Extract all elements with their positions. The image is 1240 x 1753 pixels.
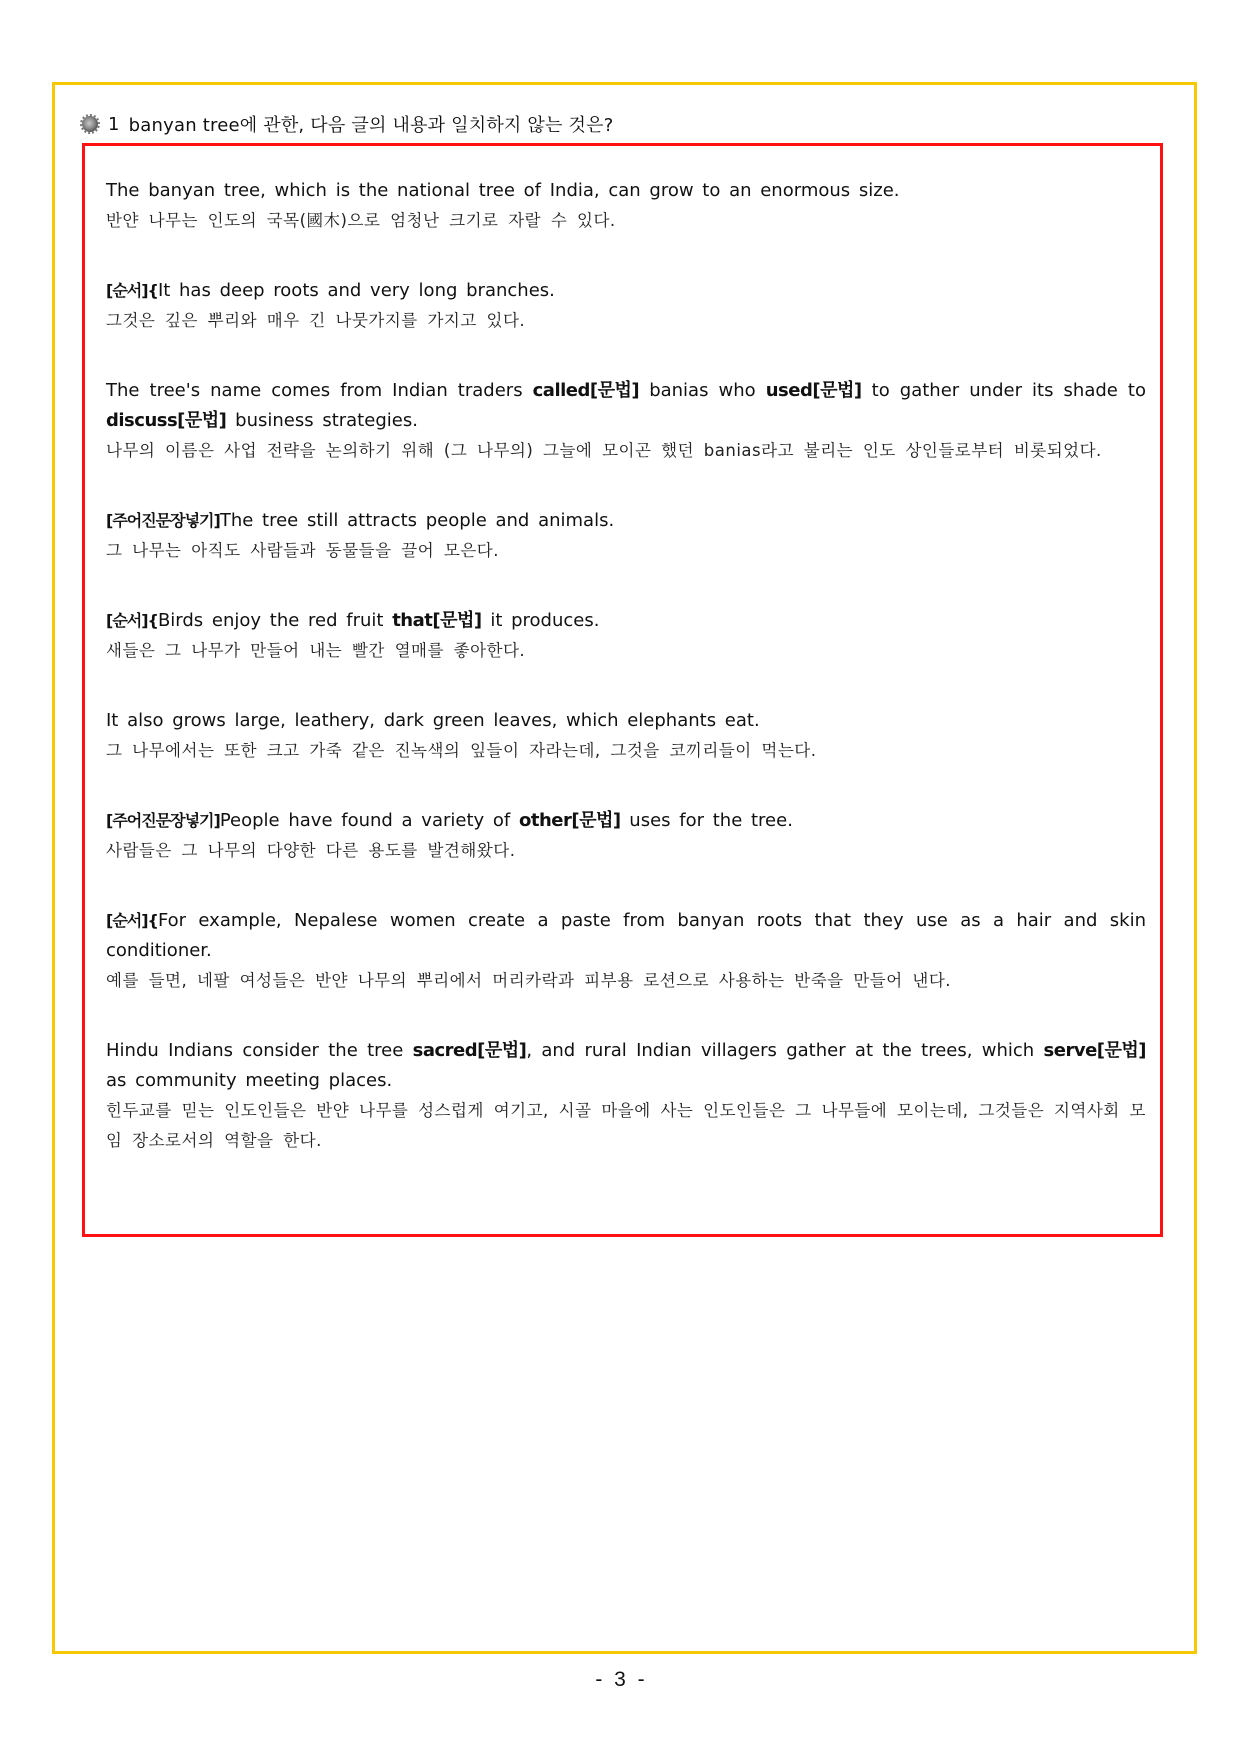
grammar-point: used[문법] (765, 380, 862, 401)
sentence-block (92, 376, 1146, 466)
english-sentence (92, 806, 1146, 836)
english-sentence (92, 376, 1146, 436)
grammar-point: serve[문법] (1043, 1040, 1147, 1061)
sentence-text: as community meeting places. (106, 1070, 393, 1091)
sentence-text: People have found a variety of (219, 810, 519, 831)
sentence-text: Hindu Indians consider the tree (106, 1040, 413, 1061)
sentence-text: business strategies. (226, 410, 418, 431)
sentence-text: , and rural Indian villagers gather at the trees, which (526, 1040, 1044, 1061)
korean-translation: 반얀 나무는 인도의 국목(國木)으로 엄청난 크기로 자랄 수 있다. (106, 211, 616, 230)
sentence-block (92, 906, 1146, 996)
paragraph-gap (92, 236, 1146, 276)
question-type-tag: [순서]{ (106, 611, 158, 630)
paragraph-gap (92, 466, 1146, 506)
question-header (82, 110, 613, 138)
sentence-text: uses for the tree. (620, 810, 793, 831)
english-sentence (92, 276, 1146, 306)
english-sentence (92, 176, 1146, 206)
sentence-block (92, 176, 1146, 236)
sentence-text: Birds enjoy the red fruit (157, 610, 393, 631)
sentence-block (92, 1036, 1146, 1156)
sentence-text: The tree still attracts people and animals. (219, 510, 615, 531)
question-type-tag: [주어진문장넣기] (106, 511, 220, 530)
question-type-tag: [순서]{ (106, 281, 158, 300)
sentence-text: For example, Nepalese women create a paste from banyan roots that they use as a hair and skin conditioner. (106, 910, 1146, 961)
sentence-block (92, 276, 1146, 336)
korean-translation: 새들은 그 나무가 만들어 내는 빨간 열매를 좋아한다. (106, 641, 526, 660)
paragraph-gap (92, 666, 1146, 706)
grammar-point: that[문법] (392, 610, 482, 631)
paragraph-gap (92, 866, 1146, 906)
passage (92, 176, 1146, 1156)
grammar-point: other[문법] (518, 810, 621, 831)
sentence-text: banias who (639, 380, 766, 401)
english-sentence (92, 906, 1146, 966)
korean-translation: 나무의 이름은 사업 전략을 논의하기 위해 (그 나무의) 그늘에 모이곤 했던 banias라고 불리는 인도 상인들로부터 비롯되었다. (106, 441, 1102, 460)
question-type-tag: [주어진문장넣기] (106, 811, 220, 830)
korean-translation: 그것은 깊은 뿌리와 매우 긴 나뭇가지를 가지고 있다. (106, 311, 526, 330)
korean-translation: 그 나무는 아직도 사람들과 동물들을 끌어 모은다. (106, 541, 499, 560)
sentence-block (92, 506, 1146, 566)
paragraph-gap (92, 336, 1146, 376)
grammar-point: sacred[문법] (412, 1040, 527, 1061)
question-type-tag: [순서]{ (106, 911, 158, 930)
paragraph-gap (92, 766, 1146, 806)
english-sentence (92, 606, 1146, 636)
korean-translation: 힌두교를 믿는 인도인들은 반얀 나무를 성스럽게 여기고, 시골 마을에 사는 인도인들은 그 나무들에 모이는데, 그것들은 지역사회 모임 장소로서의 역할을 한다. (106, 1101, 1146, 1150)
sentence-text: The banyan tree, which is the national tree of India, can grow to an enormous size. (106, 180, 900, 201)
english-sentence (92, 1036, 1146, 1096)
sentence-text: It also grows large, leathery, dark green leaves, which elephants eat. (106, 710, 760, 731)
page-number: - 3 - (595, 1668, 645, 1691)
sentence-text: The tree's name comes from Indian traders (106, 380, 533, 401)
question-number: 1 (108, 113, 120, 135)
sentence-block (92, 606, 1146, 666)
sentence-text: to gather under its shade to (861, 380, 1146, 401)
grammar-point: discuss[문법] (106, 410, 227, 431)
english-sentence (92, 706, 1146, 736)
korean-translation: 사람들은 그 나무의 다양한 다른 용도를 발견해왔다. (106, 841, 516, 860)
sentence-block (92, 706, 1146, 766)
korean-translation: 그 나무에서는 또한 크고 가죽 같은 진녹색의 잎들이 자라는데, 그것을 코끼리들이 먹는다. (106, 741, 817, 760)
paragraph-gap (92, 566, 1146, 606)
sentence-block (92, 806, 1146, 866)
gear-bullet-icon (82, 116, 98, 132)
sentence-text: it produces. (481, 610, 600, 631)
question-text: banyan tree에 관한, 다음 글의 내용과 일치하지 않는 것은? (128, 115, 614, 136)
sentence-text: It has deep roots and very long branches. (157, 280, 555, 301)
english-sentence (92, 506, 1146, 536)
korean-translation: 예를 들면, 네팔 여성들은 반얀 나무의 뿌리에서 머리카락과 피부용 로션으로 사용하는 반죽을 만들어 낸다. (106, 971, 952, 990)
paragraph-gap (92, 996, 1146, 1036)
grammar-point: called[문법] (532, 380, 640, 401)
